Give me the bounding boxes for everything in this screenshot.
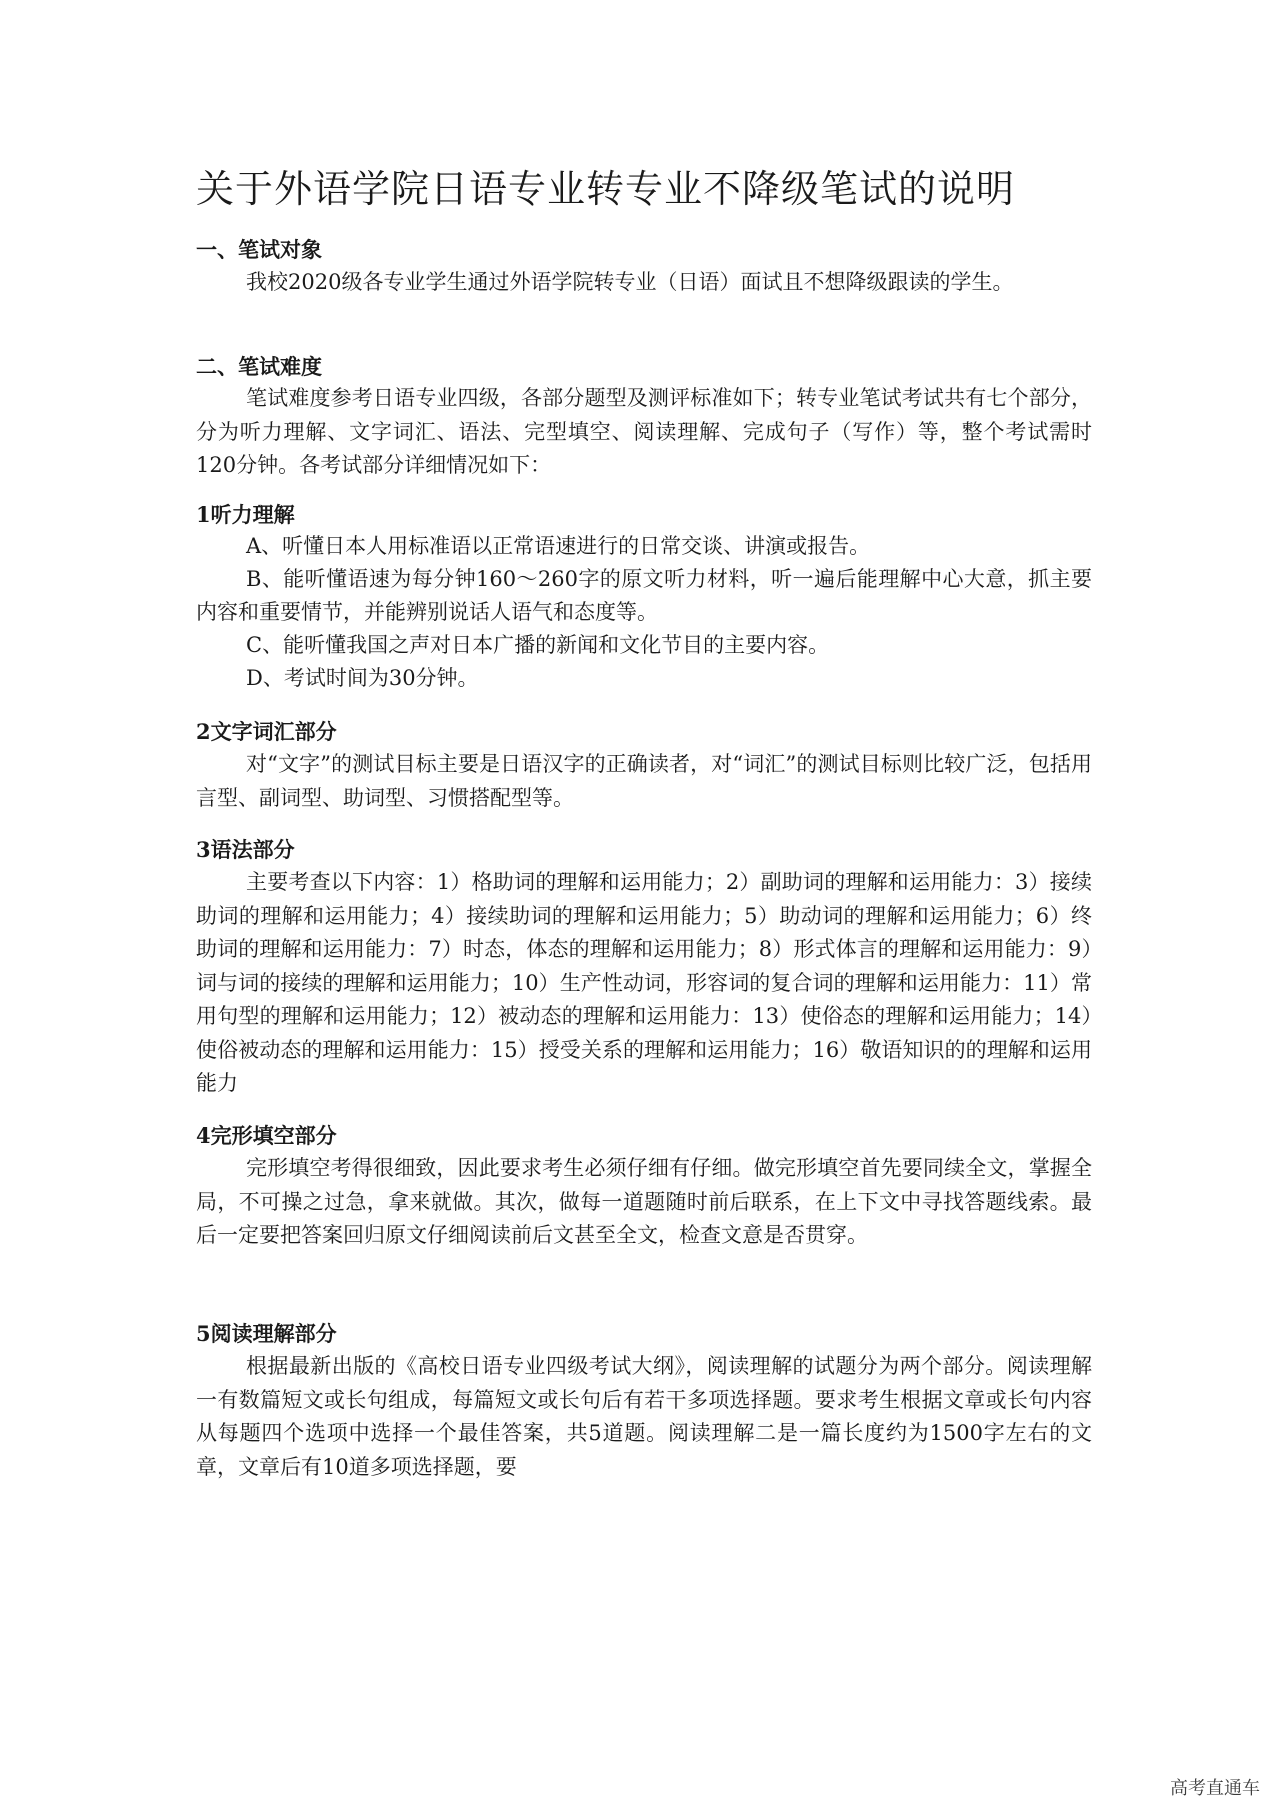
document-title: 关于外语学院日语专业转专业不降级笔试的说明 — [196, 167, 1016, 211]
section-heading-grammar: 3语法部分 — [196, 837, 295, 862]
section-body-vocabulary: 对“文字”的测试目标主要是日语汉字的正确读者，对“词汇”的测试目标则比较广泛，包括用言型、副词型、助词型、习惯搭配型等。 — [196, 752, 1092, 810]
section-heading-target: 一、笔试对象 — [196, 237, 322, 262]
section-body-target: 我校2020级各专业学生通过外语学院转专业（日语）面试且不想降级跟读的学生。 — [246, 270, 1014, 294]
listening-item-b: B、能听懂语速为每分钟160～260字的原文听力材料，听一遍后能理解中心大意，抓主要内容和重要情节，并能辨别说话人语气和态度等。 — [196, 567, 1092, 624]
section-heading-listening: 1听力理解 — [196, 502, 295, 527]
section-heading-reading: 5阅读理解部分 — [196, 1321, 337, 1346]
site-watermark: 高考直通车 — [1170, 1778, 1260, 1798]
section-heading-difficulty: 二、笔试难度 — [196, 354, 322, 379]
section-body-cloze: 完形填空考得很细致，因此要求考生必须仔细有仔细。做完形填空首先要同续全文，掌握全局，不可操之过急，拿来就做。其次，做每一道题随时前后联系，在上下文中寻找答题线索。最后一定要把答案回归原文仔细阅读前后文甚至全文，检查文意是否贯穿。 — [196, 1156, 1092, 1247]
listening-item-d: D、考试时间为30分钟。 — [246, 666, 479, 690]
section-heading-cloze: 4完形填空部分 — [196, 1123, 337, 1148]
section-body-grammar: 主要考查以下内容：1）格助词的理解和运用能力；2）副助词的理解和运用能力：3）接续助词的理解和运用能力；4）接续助词的理解和运用能力；5）助动词的理解和运用能力；6）终助词的理解和运用能力：7）时态，体态的理解和运用能力；8）形式体言的理解和运用能力：9）词与词的接续的理解和运用能力；10）生产性动词，形容词的复合词的理解和运用能力：11）常用句型的理解和运用能力；12）被动态的理解和运用能力：13）使俗态的理解和运用能力；14）使俗被动态的理解和运用能力：15）授受关系的理解和运用能力；16）敬语知识的的理解和运用能力 — [196, 870, 1092, 1095]
listening-item-c: C、能听懂我国之声对日本广播的新闻和文化节目的主要内容。 — [246, 633, 830, 657]
listening-item-a: A、听懂日本人用标准语以正常语速进行的日常交谈、讲演或报告。 — [246, 534, 871, 558]
section-heading-vocabulary: 2文字词汇部分 — [196, 719, 337, 744]
section-body-reading: 根据最新出版的《高校日语专业四级考试大纲》，阅读理解的试题分为两个部分。阅读理解一有数篇短文或长句组成，每篇短文或长句后有若干多项选择题。要求考生根据文章或长句内容从每题四个选项中选择一个最佳答案，共5道题。阅读理解二是一篇长度约为1500字左右的文章，文章后有10道多项选择题，要 — [196, 1354, 1092, 1479]
section-body-difficulty: 笔试难度参考日语专业四级，各部分题型及测评标准如下；转专业笔试考试共有七个部分，分为听力理解、文字词汇、语法、完型填空、阅读理解、完成句子（写作）等，整个考试需时120分钟。各考试部分详细情况如下： — [196, 386, 1092, 477]
